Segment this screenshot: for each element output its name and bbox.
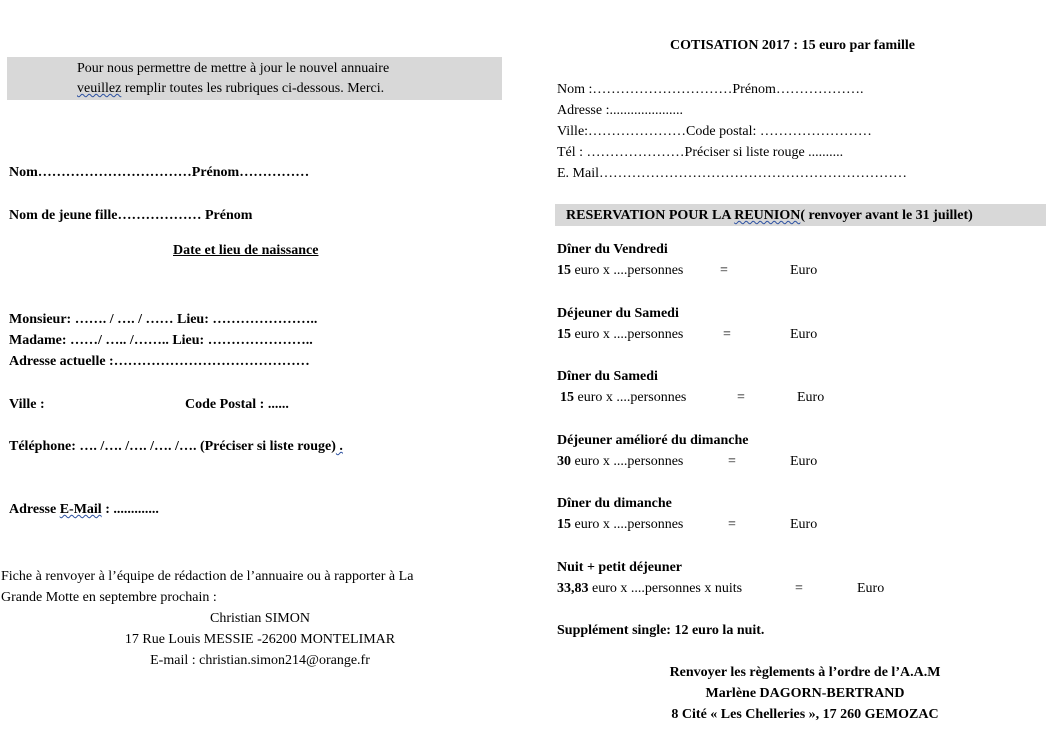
meal-price: 15: [560, 390, 574, 405]
meal-calc: euro x ....personnes: [574, 390, 687, 405]
meal-calc: euro x ....personnes: [571, 517, 684, 532]
contact-address: 17 Rue Louis MESSIE -26200 MONTELIMAR: [124, 632, 396, 647]
meal-title: Déjeuner amélioré du dimanche: [557, 433, 749, 448]
intro-line-2: [77, 80, 384, 97]
meal-title: Dîner du dimanche: [557, 496, 672, 511]
meal-title: Déjeuner du Samedi: [557, 306, 679, 321]
meal-price: 30: [557, 454, 571, 469]
meal-calc: euro x ....personnes: [571, 454, 684, 469]
treasurer-name: Marlène DAGORN-BERTRAND: [705, 686, 905, 701]
treasurer-address: 8 Cité « Les Chelleries », 17 260 GEMOZAC: [671, 707, 939, 722]
meal-title: Nuit + petit déjeuner: [557, 560, 683, 575]
supplement-single: Supplément single: 12 euro la nuit.: [557, 623, 765, 638]
meal-price: 15: [557, 517, 571, 532]
meal-unit: Euro: [857, 581, 885, 596]
meal-calc-row[interactable]: [557, 516, 683, 533]
fiche-line-1: Fiche à renvoyer à l’équipe de rédaction de l’annuaire ou à rapporter à La: [1, 569, 414, 584]
fiche-line-2: Grande Motte en septembre prochain :: [1, 590, 217, 605]
naissance-heading: Date et lieu de naissance: [173, 243, 319, 258]
member-tel-field[interactable]: Tél : …………………Préciser si liste rouge ..........: [557, 145, 844, 160]
reservation-heading: [566, 207, 973, 224]
reservation-suffix: ( renvoyer avant le 31 juillet): [800, 208, 973, 223]
nom-prenom-field[interactable]: Nom……………………………Prénom……………: [9, 165, 310, 180]
meal-unit: Euro: [790, 517, 818, 532]
member-ville-field[interactable]: Ville:…………………Code postal: ……………………: [557, 124, 872, 139]
meal-calc-row[interactable]: [557, 326, 683, 343]
meal-unit: Euro: [790, 263, 818, 278]
email-suffix: : .............: [101, 502, 159, 517]
ville-field[interactable]: Ville :: [9, 397, 45, 412]
intro-veuillez: veuillez: [77, 81, 122, 96]
meal-calc-row[interactable]: [557, 580, 742, 597]
email-field[interactable]: [9, 501, 159, 518]
meal-price: 15: [557, 327, 571, 342]
meal-unit: Euro: [790, 454, 818, 469]
reservation-prefix: RESERVATION POUR LA: [566, 208, 735, 223]
meal-equals: =: [737, 390, 745, 405]
intro-line-2-rest: remplir toutes les rubriques ci-dessous. Merci.: [121, 81, 385, 96]
reservation-word: REUNION: [734, 208, 801, 223]
meal-equals: =: [795, 581, 803, 596]
meal-calc: euro x ....personnes: [571, 263, 684, 278]
member-adresse-field[interactable]: Adresse :.....................: [557, 103, 683, 118]
meal-calc-row[interactable]: [557, 262, 683, 279]
meal-unit: Euro: [797, 390, 825, 405]
madame-field[interactable]: Madame: ……/ ….. /…….. Lieu: …………………..: [9, 333, 313, 348]
meal-title: Dîner du Samedi: [557, 369, 658, 384]
intro-line-1: Pour nous permettre de mettre à jour le nouvel annuaire: [77, 61, 390, 76]
meal-title: Dîner du Vendredi: [557, 242, 668, 257]
member-email-field[interactable]: E. Mail…………………………………………………………: [557, 166, 907, 181]
email-prefix: Adresse: [9, 502, 60, 517]
meal-calc-row[interactable]: [557, 453, 683, 470]
adresse-actuelle-field[interactable]: Adresse actuelle :……………………………………: [9, 354, 310, 369]
nom-jeune-fille-field[interactable]: Nom de jeune fille……………… Prénom: [9, 208, 253, 223]
meal-equals: =: [728, 517, 736, 532]
contact-name: Christian SIMON: [210, 611, 310, 626]
meal-price: 15: [557, 263, 571, 278]
monsieur-field[interactable]: Monsieur: ……. / …. / …… Lieu: …………………..: [9, 312, 318, 327]
code-postal-field[interactable]: Code Postal : ......: [185, 397, 289, 412]
renvoyer-line: Renvoyer les règlements à l’ordre de l’A.A.M: [669, 665, 941, 680]
meal-equals: =: [728, 454, 736, 469]
telephone-text: Téléphone: …. /…. /…. /…. /…. (Préciser si liste rouge): [9, 439, 336, 454]
member-nom-field[interactable]: Nom :…………………………Prénom……………….: [557, 82, 864, 97]
meal-equals: =: [723, 327, 731, 342]
meal-price: 33,83: [557, 581, 589, 596]
email-word: E-Mail: [59, 502, 102, 517]
telephone-tail: .: [335, 439, 343, 454]
meal-calc: euro x ....personnes: [571, 327, 684, 342]
telephone-field[interactable]: [9, 438, 343, 455]
contact-email[interactable]: E-mail : christian.simon214@orange.fr: [150, 653, 370, 668]
meal-calc: euro x ....personnes x nuits: [588, 581, 743, 596]
meal-calc-row[interactable]: [560, 389, 686, 406]
meal-equals: =: [720, 263, 728, 278]
meal-unit: Euro: [790, 327, 818, 342]
cotisation-title: COTISATION 2017 : 15 euro par famille: [670, 38, 916, 53]
